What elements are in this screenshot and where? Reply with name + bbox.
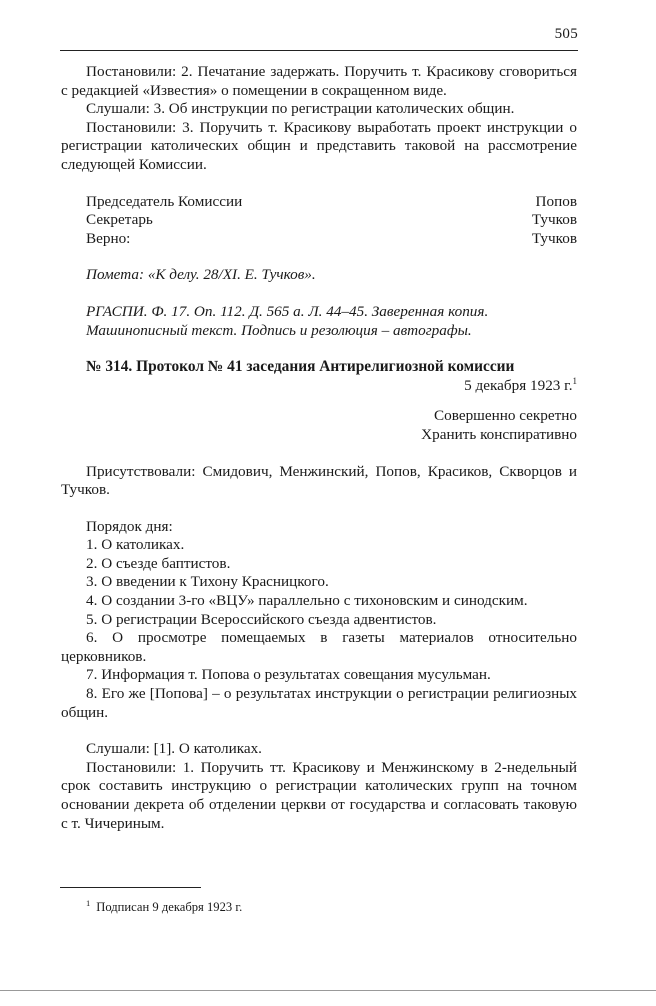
page-body (61, 63, 577, 833)
footnote-text: Подписан 9 декабря 1923 г. (96, 900, 243, 914)
header-rule (60, 50, 578, 51)
heard-1-paragraph: Слушали: [1]. О католиках. (86, 740, 262, 758)
page-number: 505 (554, 26, 578, 42)
signature-role: Председатель Комиссии (86, 192, 243, 210)
footnote-rule (60, 887, 201, 888)
agenda-item: 4. О создании 3-го «ВЦУ» параллельно с тихоновским и синодским. (86, 592, 528, 610)
agenda-item: 1. О католиках. (86, 536, 185, 554)
signature-row (61, 230, 577, 249)
decree-1-paragraph: Постановили: 1. Поручить тт. Красикову и Менжинскому в 2-недельный срок составить инструкцию о регистрации католических групп на точном основании декрета об отделении церкви от государства и согласовать таковую с т. Чичериным. (61, 758, 577, 832)
signature-row (61, 211, 577, 230)
signature-role: Секретарь (86, 211, 153, 229)
mark-note: Помета: «К делу. 28/XI. Е. Тучков». (86, 266, 316, 284)
signature-block (61, 193, 577, 249)
footnote-marker: 1 (86, 897, 91, 908)
signature-name: Тучков (531, 211, 577, 229)
classification-secret: Совершенно секретно (434, 407, 577, 425)
decree-2-paragraph: Постановили: 2. Печатание задержать. Поручить т. Красикову сговориться с редакцией «Известия» о помещении в сокращенном виде. (61, 63, 577, 99)
attendees-paragraph: Присутствовали: Смидович, Менжинский, Попов, Красиков, Скворцов и Тучков. (61, 462, 577, 499)
signature-name: Тучков (531, 229, 577, 247)
document-date: 5 декабря 1923 г.$^1$ (464, 375, 577, 394)
agenda-item: 5. О регистрации Всероссийского съезда адвентистов. (86, 610, 437, 628)
page-bottom-edge (0, 990, 656, 991)
heard-3-paragraph: Слушали: 3. Об инструкции по регистрации католических общин. (86, 100, 515, 118)
footnote (86, 897, 243, 915)
agenda-item: 6. О просмотре помещаемых в газеты материалов относительно церковников. (61, 629, 577, 665)
classification-conspirative: Хранить конспиративно (421, 425, 577, 443)
agenda-item: 8. Его же [Попова] – о результатах инструкции о регистрации религиозных общин. (61, 685, 577, 721)
agenda-item: 2. О съезде баптистов. (86, 554, 231, 572)
document-heading: № 314. Протокол № 41 заседания Антирелигиозной комиссии (86, 358, 515, 376)
agenda-item: 7. Информация т. Попова о результатах совещания мусульман. (86, 666, 491, 684)
agenda-item: 3. О введении к Тихону Красницкого. (86, 573, 329, 591)
signature-row (61, 193, 577, 212)
decree-3-paragraph: Постановили: 3. Поручить т. Красикову выработать проект инструкции о регистрации католических общин и представить таковой на рассмотрение следующей Комиссии. (61, 118, 577, 173)
agenda-title: Порядок дня: (86, 517, 173, 535)
signature-role: Верно: (86, 229, 131, 247)
signature-name: Попов (535, 192, 577, 210)
archive-source-note: РГАСПИ. Ф. 17. Оп. 112. Д. 565 а. Л. 44–45. Заверенная копия. Машинописный текст. Подпись и резолюция – автографы. (86, 302, 489, 339)
footnote-ref: 1 (572, 375, 577, 386)
